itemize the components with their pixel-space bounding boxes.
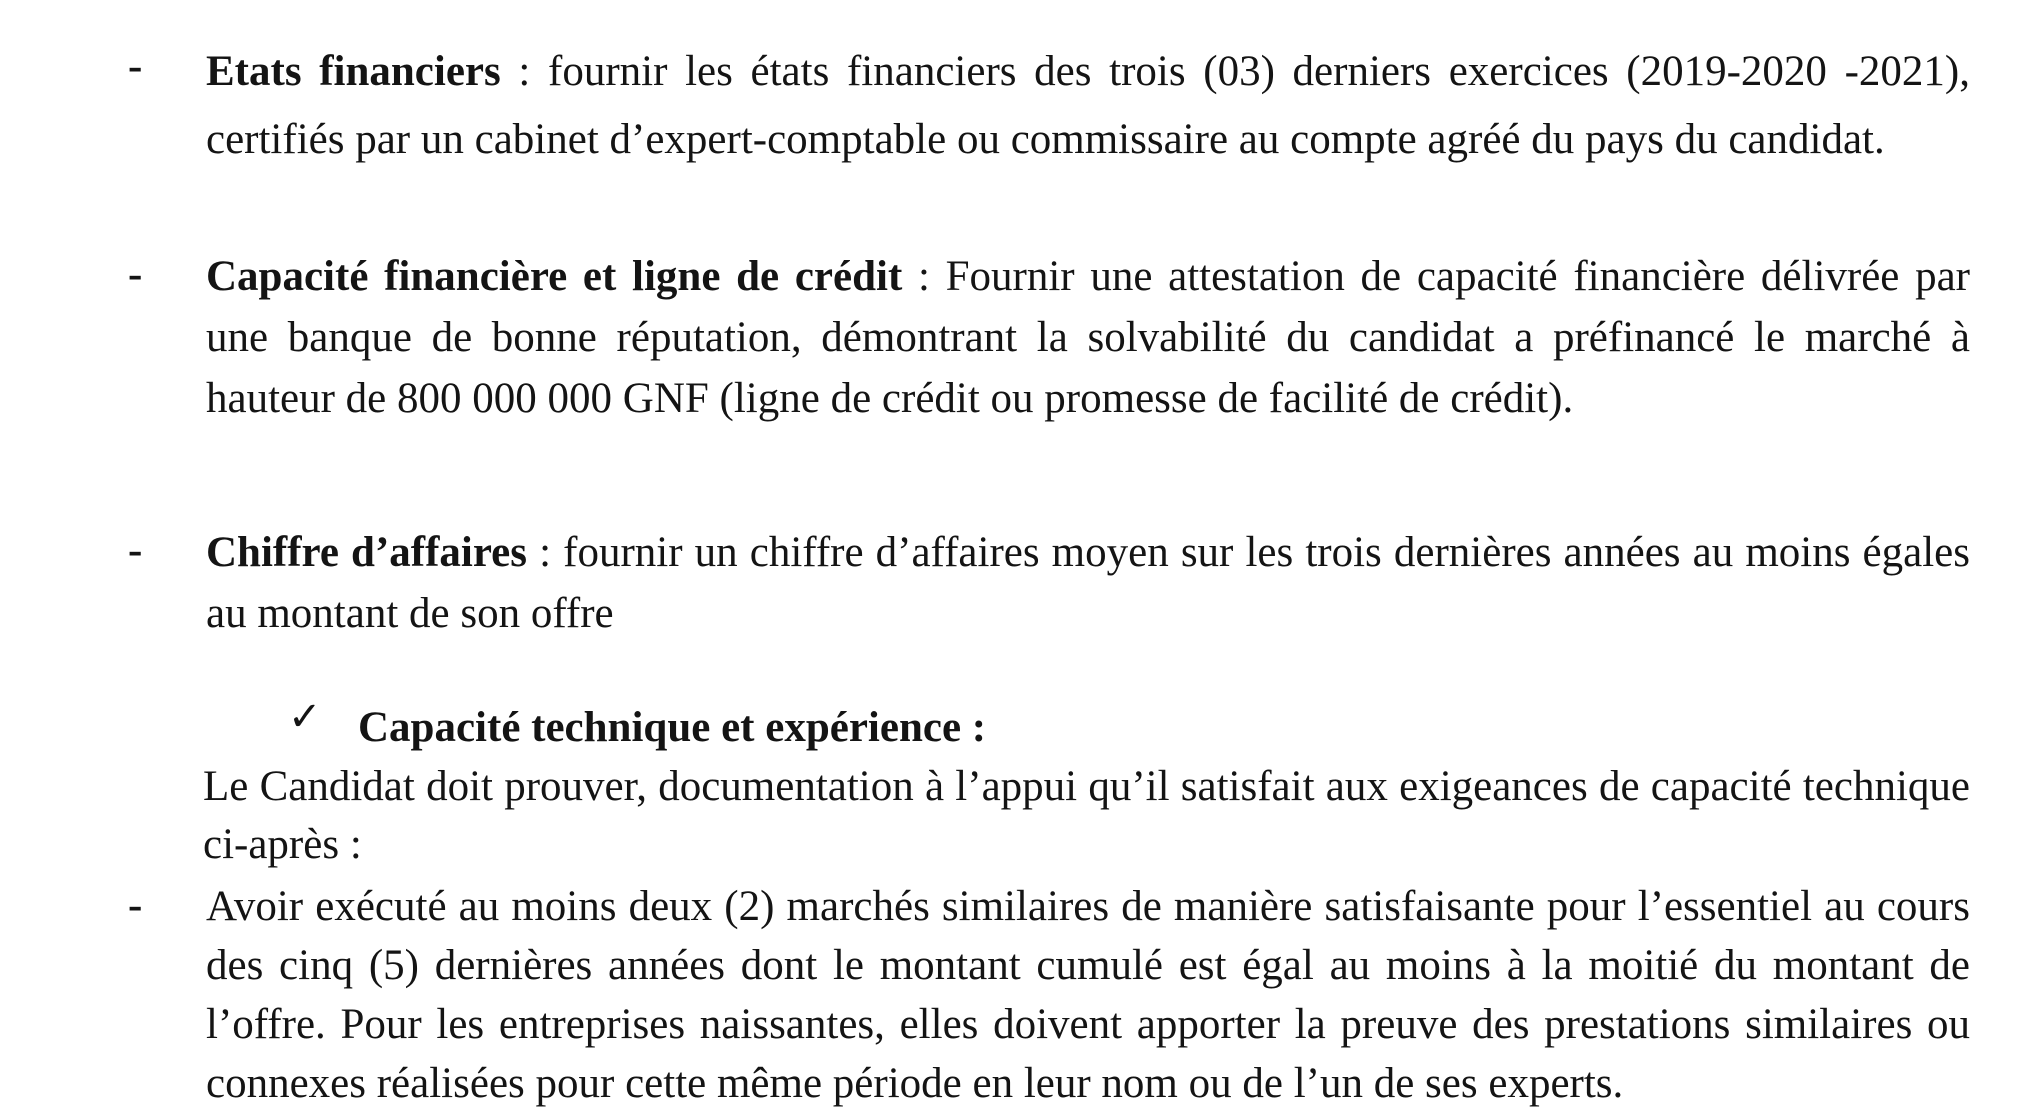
item-text: : fournir les états financiers des trois (03) derniers exercices (2019-2020 -2021), certifiés par un cabinet d’expert-comptable ou commissaire au compte agréé du pays du candidat.	[206, 48, 1970, 163]
section-heading: Capacité technique et expérience :	[358, 704, 987, 751]
paragraph-capacite-financiere	[206, 246, 1970, 429]
section-intro: Le Candidat doit prouver, documentation à l’appui qu’il satisfait aux exigeances de capacité technique ci-après :	[203, 763, 1970, 868]
paragraph-etats-financiers	[206, 38, 1970, 174]
paragraph-technical-requirement: Avoir exécuté au moins deux (2) marchés similaires de manière satisfaisante pour l’essentiel au cours des cinq (5) dernières années dont le montant cumulé est égal au moins à la moitié du montant de l’offre. Pour les entreprises naissantes, elles doivent apporter la preuve des prestations similaires ou connexes réalisées pour cette même période en leur nom ou de l’un de ses experts.	[206, 883, 1970, 1107]
item-title: Etats financiers	[206, 48, 501, 95]
item-title: Capacité financière et ligne de crédit	[206, 253, 903, 300]
checkmark-icon: ✓	[288, 694, 322, 740]
paragraph-chiffre-affaires	[206, 522, 1970, 644]
bullet-dash: -	[128, 43, 143, 90]
item-text: : fournir un chiffre d’affaires moyen sur les trois dernières années au moins égales au montant de son offre	[206, 529, 1970, 637]
item-text: : Fournir une attestation de capacité financière délivrée par une banque de bonne réputation, démontrant la solvabilité du candidat a préfinancé le marché à hauteur de 800 000 000 GNF (ligne de crédit ou promesse de facilité de crédit).	[206, 253, 1970, 422]
bullet-dash: -	[128, 882, 143, 929]
bullet-dash: -	[128, 251, 143, 298]
bullet-dash: -	[128, 527, 143, 574]
item-title: Chiffre d’affaires	[206, 529, 527, 576]
